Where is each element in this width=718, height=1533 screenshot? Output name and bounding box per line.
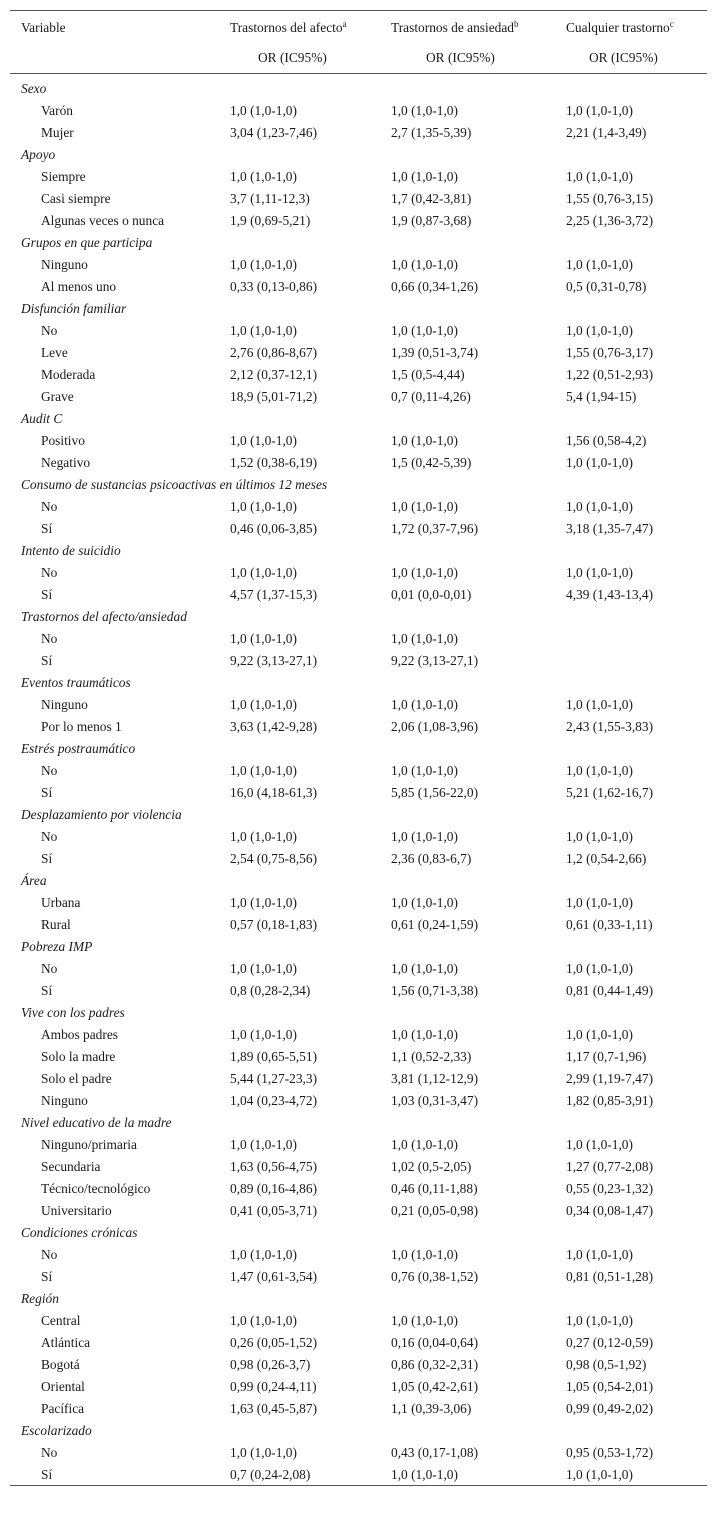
table-row bbox=[10, 627, 707, 649]
subheader-or-ci-1: OR (IC95%) bbox=[258, 50, 327, 65]
group-label: Grupos en que participa bbox=[21, 235, 153, 250]
table-row bbox=[10, 1177, 707, 1199]
table-row bbox=[10, 495, 707, 517]
row-label: Grave bbox=[41, 389, 74, 404]
cell-any-disorder-or: 1,0 (1,0-1,0) bbox=[566, 829, 633, 844]
cell-affective-or: 1,9 (0,69-5,21) bbox=[230, 213, 311, 228]
cell-any-disorder-or: 0,81 (0,44-1,49) bbox=[566, 983, 654, 998]
table-row bbox=[10, 1243, 707, 1265]
cell-affective-or: 3,04 (1,23-7,46) bbox=[230, 125, 318, 140]
table-row bbox=[10, 1023, 707, 1045]
cell-any-disorder-or: 0,5 (0,31-0,78) bbox=[566, 279, 647, 294]
row-label: Positivo bbox=[41, 433, 85, 448]
row-label: Por lo menos 1 bbox=[41, 719, 122, 734]
cell-anxiety-or: 5,85 (1,56-22,0) bbox=[391, 785, 479, 800]
footnote-marker-b: b bbox=[513, 19, 519, 29]
table-row bbox=[10, 1375, 707, 1397]
cell-any-disorder-or: 1,27 (0,77-2,08) bbox=[566, 1159, 654, 1174]
cell-affective-or: 2,54 (0,75-8,56) bbox=[230, 851, 318, 866]
table-row bbox=[10, 1265, 707, 1287]
row-label: Mujer bbox=[41, 125, 74, 140]
cell-affective-or: 1,0 (1,0-1,0) bbox=[230, 829, 297, 844]
cell-affective-or: 0,98 (0,26-3,7) bbox=[230, 1357, 311, 1372]
cell-any-disorder-or: 1,55 (0,76-3,17) bbox=[566, 345, 654, 360]
row-label: Siempre bbox=[41, 169, 86, 184]
cell-anxiety-or: 0,76 (0,38-1,52) bbox=[391, 1269, 479, 1284]
footnote-marker-a: a bbox=[342, 19, 347, 29]
table-row bbox=[10, 649, 707, 671]
group-header-row bbox=[10, 605, 707, 627]
cell-anxiety-or: 1,0 (1,0-1,0) bbox=[391, 499, 458, 514]
cell-affective-or: 3,63 (1,42-9,28) bbox=[230, 719, 318, 734]
cell-anxiety-or: 1,0 (1,0-1,0) bbox=[391, 895, 458, 910]
header-any-disorder: Cualquier trastorno$^c$ bbox=[566, 19, 674, 35]
cell-any-disorder-or: 1,82 (0,85-3,91) bbox=[566, 1093, 654, 1108]
cell-affective-or: 1,0 (1,0-1,0) bbox=[230, 1027, 297, 1042]
row-label: Sí bbox=[41, 521, 53, 536]
row-label: No bbox=[41, 961, 58, 976]
table-row bbox=[10, 341, 707, 363]
cell-affective-or: 18,9 (5,01-71,2) bbox=[230, 389, 318, 404]
group-label: Sexo bbox=[21, 81, 47, 96]
table-header bbox=[10, 11, 707, 74]
group-label: Desplazamiento por violencia bbox=[21, 807, 182, 822]
cell-anxiety-or: 1,0 (1,0-1,0) bbox=[391, 1027, 458, 1042]
group-header-row bbox=[10, 671, 707, 693]
table-row bbox=[10, 209, 707, 231]
cell-anxiety-or: 1,39 (0,51-3,74) bbox=[391, 345, 479, 360]
cell-affective-or: 1,0 (1,0-1,0) bbox=[230, 961, 297, 976]
table-row bbox=[10, 319, 707, 341]
table-row bbox=[10, 913, 707, 935]
row-label: No bbox=[41, 631, 58, 646]
group-label: Vive con los padres bbox=[21, 1005, 125, 1020]
cell-affective-or: 0,99 (0,24-4,11) bbox=[230, 1379, 317, 1394]
group-header-row bbox=[10, 1111, 707, 1133]
cell-affective-or: 1,0 (1,0-1,0) bbox=[230, 1137, 297, 1152]
cell-anxiety-or: 1,72 (0,37-7,96) bbox=[391, 521, 479, 536]
table-row bbox=[10, 1155, 707, 1177]
row-label: No bbox=[41, 829, 58, 844]
odds-ratio-table bbox=[10, 10, 707, 1486]
group-header-row bbox=[10, 297, 707, 319]
table-row bbox=[10, 957, 707, 979]
row-label: Sí bbox=[41, 785, 53, 800]
cell-anxiety-or: 1,0 (1,0-1,0) bbox=[391, 763, 458, 778]
cell-any-disorder-or: 1,17 (0,7-1,96) bbox=[566, 1049, 647, 1064]
cell-affective-or: 1,63 (0,45-5,87) bbox=[230, 1401, 318, 1416]
table-row bbox=[10, 759, 707, 781]
header-anxiety-disorders: Trastornos de ansiedad$^b$ bbox=[391, 19, 519, 35]
table-row bbox=[10, 275, 707, 297]
cell-anxiety-or: 1,0 (1,0-1,0) bbox=[391, 323, 458, 338]
row-label: Varón bbox=[41, 103, 73, 118]
cell-anxiety-or: 1,0 (1,0-1,0) bbox=[391, 631, 458, 646]
group-label: Eventos traumáticos bbox=[21, 675, 131, 690]
table-row bbox=[10, 891, 707, 913]
row-label: Solo el padre bbox=[41, 1071, 112, 1086]
row-label: Universitario bbox=[41, 1203, 112, 1218]
cell-anxiety-or: 1,7 (0,42-3,81) bbox=[391, 191, 472, 206]
row-label: No bbox=[41, 499, 58, 514]
cell-anxiety-or: 1,0 (1,0-1,0) bbox=[391, 257, 458, 272]
cell-affective-or: 1,0 (1,0-1,0) bbox=[230, 323, 297, 338]
cell-anxiety-or: 1,0 (1,0-1,0) bbox=[391, 1137, 458, 1152]
cell-any-disorder-or: 1,0 (1,0-1,0) bbox=[566, 103, 633, 118]
cell-anxiety-or: 0,86 (0,32-2,31) bbox=[391, 1357, 479, 1372]
cell-anxiety-or: 1,0 (1,0-1,0) bbox=[391, 433, 458, 448]
cell-anxiety-or: 1,56 (0,71-3,38) bbox=[391, 983, 479, 998]
group-label: Intento de suicidio bbox=[21, 543, 121, 558]
group-header-row bbox=[10, 77, 707, 99]
row-label: Urbana bbox=[41, 895, 81, 910]
cell-affective-or: 1,0 (1,0-1,0) bbox=[230, 895, 297, 910]
cell-any-disorder-or: 2,99 (1,19-7,47) bbox=[566, 1071, 654, 1086]
cell-any-disorder-or: 0,81 (0,51-1,28) bbox=[566, 1269, 654, 1284]
group-header-row bbox=[10, 803, 707, 825]
cell-anxiety-or: 9,22 (3,13-27,1) bbox=[391, 653, 479, 668]
cell-affective-or: 0,41 (0,05-3,71) bbox=[230, 1203, 318, 1218]
cell-affective-or: 16,0 (4,18-61,3) bbox=[230, 785, 318, 800]
cell-affective-or: 0,46 (0,06-3,85) bbox=[230, 521, 318, 536]
row-label: Pacífica bbox=[41, 1401, 85, 1416]
table-row bbox=[10, 1331, 707, 1353]
cell-anxiety-or: 1,5 (0,5-4,44) bbox=[391, 367, 465, 382]
cell-anxiety-or: 0,16 (0,04-0,64) bbox=[391, 1335, 479, 1350]
row-label: Sí bbox=[41, 983, 53, 998]
cell-affective-or: 1,0 (1,0-1,0) bbox=[230, 1313, 297, 1328]
cell-affective-or: 5,44 (1,27-23,3) bbox=[230, 1071, 318, 1086]
row-label: Secundaria bbox=[41, 1159, 101, 1174]
cell-any-disorder-or: 2,25 (1,36-3,72) bbox=[566, 213, 654, 228]
group-label: Escolarizado bbox=[21, 1423, 92, 1438]
cell-any-disorder-or: 0,55 (0,23-1,32) bbox=[566, 1181, 654, 1196]
group-label: Consumo de sustancias psicoactivas en últimos 12 meses bbox=[21, 477, 328, 492]
cell-anxiety-or: 1,0 (1,0-1,0) bbox=[391, 103, 458, 118]
cell-anxiety-or: 1,0 (1,0-1,0) bbox=[391, 961, 458, 976]
cell-affective-or: 9,22 (3,13-27,1) bbox=[230, 653, 318, 668]
cell-any-disorder-or: 0,34 (0,08-1,47) bbox=[566, 1203, 654, 1218]
table-row bbox=[10, 715, 707, 737]
cell-any-disorder-or: 1,0 (1,0-1,0) bbox=[566, 257, 633, 272]
cell-any-disorder-or: 0,98 (0,5-1,92) bbox=[566, 1357, 647, 1372]
row-label: Bogotá bbox=[41, 1357, 80, 1372]
group-header-row bbox=[10, 407, 707, 429]
subheader-or-ci-2: OR (IC95%) bbox=[426, 50, 495, 65]
table-row bbox=[10, 1353, 707, 1375]
cell-anxiety-or: 1,0 (1,0-1,0) bbox=[391, 829, 458, 844]
cell-affective-or: 1,04 (0,23-4,72) bbox=[230, 1093, 318, 1108]
group-header-row bbox=[10, 1221, 707, 1243]
cell-anxiety-or: 0,43 (0,17-1,08) bbox=[391, 1445, 479, 1460]
cell-affective-or: 1,0 (1,0-1,0) bbox=[230, 169, 297, 184]
group-header-row bbox=[10, 935, 707, 957]
cell-affective-or: 2,76 (0,86-8,67) bbox=[230, 345, 318, 360]
table-row bbox=[10, 1397, 707, 1419]
row-label: Ambos padres bbox=[41, 1027, 118, 1042]
row-label: No bbox=[41, 323, 58, 338]
cell-affective-or: 1,0 (1,0-1,0) bbox=[230, 433, 297, 448]
cell-anxiety-or: 1,0 (1,0-1,0) bbox=[391, 1247, 458, 1262]
cell-affective-or: 1,0 (1,0-1,0) bbox=[230, 499, 297, 514]
row-label: Negativo bbox=[41, 455, 91, 470]
cell-affective-or: 0,26 (0,05-1,52) bbox=[230, 1335, 318, 1350]
table-row bbox=[10, 517, 707, 539]
cell-any-disorder-or: 1,0 (1,0-1,0) bbox=[566, 1137, 633, 1152]
cell-any-disorder-or: 1,0 (1,0-1,0) bbox=[566, 323, 633, 338]
table-row bbox=[10, 1199, 707, 1221]
cell-any-disorder-or: 1,0 (1,0-1,0) bbox=[566, 1313, 633, 1328]
cell-anxiety-or: 1,0 (1,0-1,0) bbox=[391, 1313, 458, 1328]
cell-affective-or: 2,12 (0,37-12,1) bbox=[230, 367, 318, 382]
cell-affective-or: 1,89 (0,65-5,51) bbox=[230, 1049, 318, 1064]
cell-affective-or: 1,0 (1,0-1,0) bbox=[230, 257, 297, 272]
cell-affective-or: 0,8 (0,28-2,34) bbox=[230, 983, 311, 998]
cell-affective-or: 0,7 (0,24-2,08) bbox=[230, 1467, 311, 1482]
row-label: Ninguno/primaria bbox=[41, 1137, 137, 1152]
cell-anxiety-or: 2,7 (1,35-5,39) bbox=[391, 125, 472, 140]
cell-any-disorder-or: 1,22 (0,51-2,93) bbox=[566, 367, 654, 382]
cell-any-disorder-or: 1,0 (1,0-1,0) bbox=[566, 1467, 633, 1482]
row-label: No bbox=[41, 565, 58, 580]
row-label: Moderada bbox=[41, 367, 96, 382]
table-row bbox=[10, 979, 707, 1001]
cell-anxiety-or: 3,81 (1,12-12,9) bbox=[391, 1071, 479, 1086]
group-header-row bbox=[10, 737, 707, 759]
cell-anxiety-or: 2,36 (0,83-6,7) bbox=[391, 851, 472, 866]
group-label: Región bbox=[21, 1291, 59, 1306]
cell-anxiety-or: 0,7 (0,11-4,26) bbox=[391, 389, 471, 404]
cell-any-disorder-or: 1,0 (1,0-1,0) bbox=[566, 1027, 633, 1042]
cell-affective-or: 0,89 (0,16-4,86) bbox=[230, 1181, 318, 1196]
table-row bbox=[10, 1089, 707, 1111]
group-header-row bbox=[10, 869, 707, 891]
row-label: Sí bbox=[41, 587, 53, 602]
cell-anxiety-or: 1,0 (1,0-1,0) bbox=[391, 169, 458, 184]
cell-any-disorder-or: 1,05 (0,54-2,01) bbox=[566, 1379, 654, 1394]
cell-anxiety-or: 2,06 (1,08-3,96) bbox=[391, 719, 479, 734]
cell-any-disorder-or: 4,39 (1,43-13,4) bbox=[566, 587, 654, 602]
table-row bbox=[10, 99, 707, 121]
cell-any-disorder-or: 1,0 (1,0-1,0) bbox=[566, 169, 633, 184]
group-label: Estrés postraumático bbox=[21, 741, 136, 756]
table-row bbox=[10, 1309, 707, 1331]
cell-affective-or: 1,0 (1,0-1,0) bbox=[230, 1445, 297, 1460]
cell-any-disorder-or: 1,0 (1,0-1,0) bbox=[566, 455, 633, 470]
cell-affective-or: 1,0 (1,0-1,0) bbox=[230, 631, 297, 646]
row-label: Central bbox=[41, 1313, 81, 1328]
cell-anxiety-or: 1,03 (0,31-3,47) bbox=[391, 1093, 479, 1108]
cell-any-disorder-or: 1,55 (0,76-3,15) bbox=[566, 191, 654, 206]
cell-any-disorder-or: 1,0 (1,0-1,0) bbox=[566, 895, 633, 910]
cell-anxiety-or: 1,1 (0,52-2,33) bbox=[391, 1049, 472, 1064]
cell-any-disorder-or: 2,43 (1,55-3,83) bbox=[566, 719, 654, 734]
row-label: Técnico/tecnológico bbox=[41, 1181, 151, 1196]
group-label: Disfunción familiar bbox=[21, 301, 127, 316]
table-row bbox=[10, 781, 707, 803]
cell-anxiety-or: 0,61 (0,24-1,59) bbox=[391, 917, 479, 932]
table-row bbox=[10, 451, 707, 473]
cell-affective-or: 0,57 (0,18-1,83) bbox=[230, 917, 318, 932]
group-header-row bbox=[10, 1419, 707, 1441]
cell-anxiety-or: 1,02 (0,5-2,05) bbox=[391, 1159, 472, 1174]
cell-any-disorder-or: 0,95 (0,53-1,72) bbox=[566, 1445, 654, 1460]
table-body bbox=[10, 74, 707, 1485]
group-header-row bbox=[10, 1001, 707, 1023]
cell-any-disorder-or: 1,0 (1,0-1,0) bbox=[566, 763, 633, 778]
row-label: Ninguno bbox=[41, 697, 88, 712]
subheader-or-ci-3: OR (IC95%) bbox=[589, 50, 658, 65]
table-row bbox=[10, 847, 707, 869]
group-label: Apoyo bbox=[21, 147, 56, 162]
cell-any-disorder-or: 1,0 (1,0-1,0) bbox=[566, 961, 633, 976]
group-label: Área bbox=[21, 873, 47, 888]
group-header-row bbox=[10, 473, 707, 495]
group-label: Audit C bbox=[21, 411, 63, 426]
cell-affective-or: 1,0 (1,0-1,0) bbox=[230, 1247, 297, 1262]
cell-affective-or: 0,33 (0,13-0,86) bbox=[230, 279, 318, 294]
cell-affective-or: 1,47 (0,61-3,54) bbox=[230, 1269, 318, 1284]
table-row bbox=[10, 825, 707, 847]
header-variable: Variable bbox=[21, 20, 66, 35]
cell-anxiety-or: 1,1 (0,39-3,06) bbox=[391, 1401, 472, 1416]
header-affective-disorders: Trastornos del afecto$^a$ bbox=[230, 19, 347, 35]
row-label: Algunas veces o nunca bbox=[41, 213, 165, 228]
group-header-row bbox=[10, 231, 707, 253]
cell-any-disorder-or: 0,61 (0,33-1,11) bbox=[566, 917, 653, 932]
table-row bbox=[10, 1067, 707, 1089]
row-label: Casi siempre bbox=[41, 191, 111, 206]
cell-any-disorder-or: 5,4 (1,94-15) bbox=[566, 389, 637, 404]
group-header-row bbox=[10, 539, 707, 561]
cell-any-disorder-or: 0,27 (0,12-0,59) bbox=[566, 1335, 654, 1350]
group-header-row bbox=[10, 1287, 707, 1309]
cell-anxiety-or: 1,5 (0,42-5,39) bbox=[391, 455, 472, 470]
table-row bbox=[10, 1463, 707, 1485]
group-label: Trastornos del afecto/ansiedad bbox=[21, 609, 187, 624]
cell-affective-or: 1,0 (1,0-1,0) bbox=[230, 763, 297, 778]
row-label: Atlántica bbox=[41, 1335, 91, 1350]
cell-any-disorder-or: 5,21 (1,62-16,7) bbox=[566, 785, 654, 800]
row-label: Sí bbox=[41, 653, 53, 668]
table-row bbox=[10, 429, 707, 451]
row-label: No bbox=[41, 1247, 58, 1262]
row-label: Ninguno bbox=[41, 257, 88, 272]
row-label: Sí bbox=[41, 851, 53, 866]
cell-affective-or: 1,52 (0,38-6,19) bbox=[230, 455, 318, 470]
cell-anxiety-or: 1,0 (1,0-1,0) bbox=[391, 1467, 458, 1482]
cell-any-disorder-or: 0,99 (0,49-2,02) bbox=[566, 1401, 654, 1416]
cell-anxiety-or: 0,21 (0,05-0,98) bbox=[391, 1203, 479, 1218]
table-row bbox=[10, 693, 707, 715]
footnote-marker-c: c bbox=[669, 19, 674, 29]
table-row bbox=[10, 1441, 707, 1463]
table-row bbox=[10, 1133, 707, 1155]
row-label: No bbox=[41, 763, 58, 778]
cell-affective-or: 1,0 (1,0-1,0) bbox=[230, 565, 297, 580]
cell-any-disorder-or: 3,18 (1,35-7,47) bbox=[566, 521, 654, 536]
cell-affective-or: 3,7 (1,11-12,3) bbox=[230, 191, 310, 206]
cell-affective-or: 1,63 (0,56-4,75) bbox=[230, 1159, 318, 1174]
table-row bbox=[10, 253, 707, 275]
table-row bbox=[10, 165, 707, 187]
cell-any-disorder-or: 1,56 (0,58-4,2) bbox=[566, 433, 647, 448]
table-row bbox=[10, 561, 707, 583]
row-label: Rural bbox=[41, 917, 71, 932]
cell-any-disorder-or: 1,0 (1,0-1,0) bbox=[566, 697, 633, 712]
group-header-row bbox=[10, 143, 707, 165]
cell-any-disorder-or: 1,2 (0,54-2,66) bbox=[566, 851, 647, 866]
cell-anxiety-or: 1,05 (0,42-2,61) bbox=[391, 1379, 479, 1394]
cell-any-disorder-or: 1,0 (1,0-1,0) bbox=[566, 1247, 633, 1262]
cell-any-disorder-or: 2,21 (1,4-3,49) bbox=[566, 125, 647, 140]
cell-anxiety-or: 1,0 (1,0-1,0) bbox=[391, 565, 458, 580]
cell-affective-or: 1,0 (1,0-1,0) bbox=[230, 103, 297, 118]
cell-anxiety-or: 1,9 (0,87-3,68) bbox=[391, 213, 472, 228]
row-label: Al menos uno bbox=[41, 279, 117, 294]
row-label: Sí bbox=[41, 1269, 53, 1284]
row-label: Oriental bbox=[41, 1379, 85, 1394]
table-row bbox=[10, 121, 707, 143]
cell-any-disorder-or: 1,0 (1,0-1,0) bbox=[566, 499, 633, 514]
cell-anxiety-or: 1,0 (1,0-1,0) bbox=[391, 697, 458, 712]
cell-anxiety-or: 0,01 (0,0-0,01) bbox=[391, 587, 472, 602]
table-row bbox=[10, 583, 707, 605]
row-label: Ninguno bbox=[41, 1093, 88, 1108]
cell-anxiety-or: 0,46 (0,11-1,88) bbox=[391, 1181, 478, 1196]
group-label: Pobreza IMP bbox=[21, 939, 93, 954]
table-row bbox=[10, 363, 707, 385]
cell-any-disorder-or: 1,0 (1,0-1,0) bbox=[566, 565, 633, 580]
group-label: Nivel educativo de la madre bbox=[21, 1115, 172, 1130]
cell-affective-or: 4,57 (1,37-15,3) bbox=[230, 587, 318, 602]
row-label: Sí bbox=[41, 1467, 53, 1482]
row-label: Solo la madre bbox=[41, 1049, 116, 1064]
group-label: Condiciones crónicas bbox=[21, 1225, 138, 1240]
cell-anxiety-or: 0,66 (0,34-1,26) bbox=[391, 279, 479, 294]
table-row bbox=[10, 1045, 707, 1067]
row-label: Leve bbox=[41, 345, 68, 360]
table-row bbox=[10, 385, 707, 407]
table-row bbox=[10, 187, 707, 209]
row-label: No bbox=[41, 1445, 58, 1460]
cell-affective-or: 1,0 (1,0-1,0) bbox=[230, 697, 297, 712]
